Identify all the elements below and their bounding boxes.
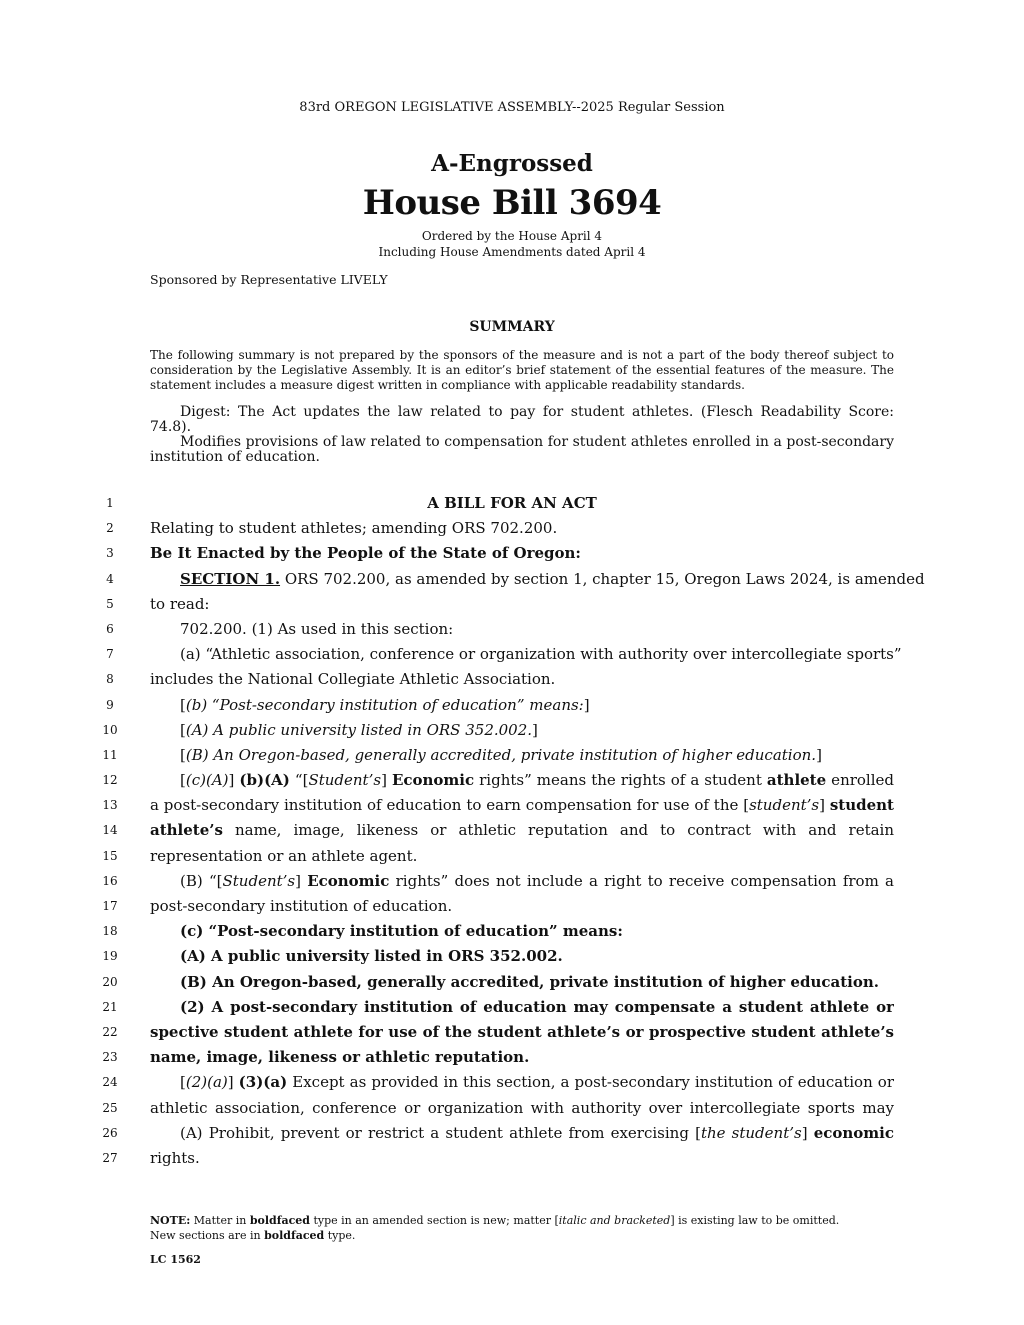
bill-text — [0, 491, 1024, 1171]
bill-line — [0, 944, 1024, 969]
line-number: 2 — [106, 521, 114, 536]
line-number: 26 — [102, 1125, 118, 1140]
bill-line — [0, 567, 1024, 592]
line-number: 12 — [102, 773, 118, 788]
line-text: spective student athlete for use of the student athlete’s or prospective student athlete’s — [150, 1022, 894, 1041]
line-text: [(c)(A)] (b)(A) “[Student’s] Economic rights” means the rights of a student athlete enrolled — [180, 771, 894, 790]
line-number: 14 — [102, 823, 118, 838]
line-text: [(B) An Oregon-based, generally accredited, private institution of higher education.] — [180, 745, 822, 764]
bill-line — [0, 1020, 1024, 1045]
line-number: 27 — [102, 1150, 118, 1165]
bill-line — [0, 1070, 1024, 1095]
bill-line — [0, 667, 1024, 692]
bill-line — [0, 995, 1024, 1020]
line-number: 6 — [106, 621, 114, 636]
line-number: 3 — [106, 546, 114, 561]
summary-heading: SUMMARY — [469, 319, 555, 335]
line-number: 16 — [102, 873, 118, 888]
line-number: 23 — [102, 1050, 118, 1065]
footer-note — [150, 1213, 839, 1243]
bill-line — [0, 491, 1024, 516]
bill-for-an-act: A BILL FOR AN ACT — [427, 494, 597, 512]
bill-line — [0, 894, 1024, 919]
line-text: (B) “[Student’s] Economic rights” does not include a right to receive compensation from a — [180, 871, 894, 890]
bill-line — [0, 818, 1024, 843]
session-header: 83rd OREGON LEGISLATIVE ASSEMBLY--2025 Regular Session — [299, 100, 725, 115]
bill-line — [0, 1146, 1024, 1171]
line-number: 13 — [102, 798, 118, 813]
line-text: includes the National Collegiate Athletic Association. — [150, 670, 556, 689]
bill-line — [0, 768, 1024, 793]
line-text: (A) Prohibit, prevent or restrict a student athlete from exercising [the student’s] economic — [180, 1123, 894, 1142]
bill-line — [0, 1121, 1024, 1146]
line-text: (A) A public university listed in ORS 352.002. — [180, 947, 563, 966]
amendments-line: Including House Amendments dated April 4 — [378, 245, 646, 259]
line-number: 22 — [102, 1024, 118, 1039]
line-text: (2) A post-secondary institution of education may compensate a student athlete or — [180, 997, 894, 1016]
section-label: SECTION 1. — [180, 569, 281, 588]
bill-line — [0, 743, 1024, 768]
digest-text: Digest: The Act updates the law related to pay for student athletes. (Flesch Readability Score: 74.8). — [150, 404, 894, 435]
bill-line — [0, 516, 1024, 541]
bill-line — [0, 869, 1024, 894]
line-number: 1 — [106, 496, 114, 510]
line-text: name, image, likeness or athletic reputation. — [150, 1048, 530, 1067]
line-number: 8 — [106, 672, 114, 687]
line-text: [(2)(a)] (3)(a) Except as provided in this section, a post-secondary institution of education or — [180, 1073, 894, 1092]
modifies-text: Modifies provisions of law related to compensation for student athletes enrolled in a post-secondary institution of education. — [150, 434, 894, 465]
line-number: 15 — [102, 848, 118, 863]
bill-line — [0, 718, 1024, 743]
line-text: [(A) A public university listed in ORS 352.002.] — [180, 720, 538, 739]
lc-number: LC 1562 — [150, 1253, 201, 1266]
line-text: athlete’s name, image, likeness or athletic reputation and to contract with and retain — [150, 821, 894, 840]
bill-line — [0, 541, 1024, 566]
line-number: 25 — [102, 1100, 118, 1115]
line-number: 21 — [102, 999, 118, 1014]
line-number: 17 — [102, 899, 118, 913]
line-number: 4 — [106, 571, 114, 586]
summary-text: The following summary is not prepared by the sponsors of the measure and is not a part of the body thereof subject to consideration by the Legislative Assembly. It is an editor’s brief statement of the essential features of the measure. The statement includes a measure digest written in compliance with applicable readability standards. — [150, 348, 894, 392]
line-text: rights. — [150, 1148, 200, 1167]
bill-line — [0, 642, 1024, 667]
note-line-1: NOTE: Matter in boldfaced type in an amended section is new; matter [italic and bracketed] is existing law to be omitted. — [150, 1214, 840, 1227]
line-number: 20 — [102, 974, 118, 989]
bill-line — [0, 844, 1024, 869]
bill-line — [0, 793, 1024, 818]
bill-line — [0, 592, 1024, 617]
engrossed-label: A-Engrossed — [431, 150, 593, 177]
line-text: a post-secondary institution of education to earn compensation for use of the [student’s] student — [150, 796, 894, 815]
line-text: representation or an athlete agent. — [150, 846, 418, 865]
line-number: 11 — [102, 747, 118, 762]
bill-line — [0, 1045, 1024, 1070]
line-number: 10 — [102, 722, 118, 737]
line-text: [(b) “Post-secondary institution of education” means:] — [180, 695, 590, 714]
line-number: 5 — [106, 596, 114, 611]
enacting-clause: Be It Enacted by the People of the State of Oregon: — [150, 544, 581, 563]
line-text: to read: — [150, 594, 210, 613]
bill-line — [0, 919, 1024, 944]
line-text: (a) “Athletic association, conference or organization with authority over intercollegiate sports” — [180, 645, 902, 664]
line-number: 7 — [106, 647, 114, 662]
line-number: 24 — [102, 1075, 118, 1090]
line-text: (c) “Post-secondary institution of education” means: — [180, 922, 623, 941]
relating-clause: Relating to student athletes; amending ORS 702.200. — [150, 519, 558, 538]
line-text: (B) An Oregon-based, generally accredited, private institution of higher education. — [180, 972, 879, 991]
line-text: 702.200. (1) As used in this section: — [180, 619, 454, 638]
line-number: 19 — [102, 949, 118, 964]
bill-line — [0, 970, 1024, 995]
sponsor-line: Sponsored by Representative LIVELY — [150, 272, 388, 287]
bill-title: House Bill 3694 — [362, 183, 662, 223]
section-1-intro: SECTION 1. ORS 702.200, as amended by section 1, chapter 15, Oregon Laws 2024, is amended — [180, 569, 925, 588]
ordered-info — [0, 228, 1024, 260]
bill-line — [0, 617, 1024, 642]
note-line-2: New sections are in boldfaced type. — [150, 1229, 356, 1242]
bill-line — [0, 1096, 1024, 1121]
line-number: 18 — [102, 924, 118, 939]
bill-line — [0, 693, 1024, 718]
line-number: 9 — [106, 697, 114, 712]
line-text: athletic association, conference or organization with authority over intercollegiate sports may — [150, 1098, 894, 1117]
ordered-line: Ordered by the House April 4 — [421, 229, 603, 243]
line-text: post-secondary institution of education. — [150, 897, 453, 915]
digest-block — [150, 405, 894, 465]
